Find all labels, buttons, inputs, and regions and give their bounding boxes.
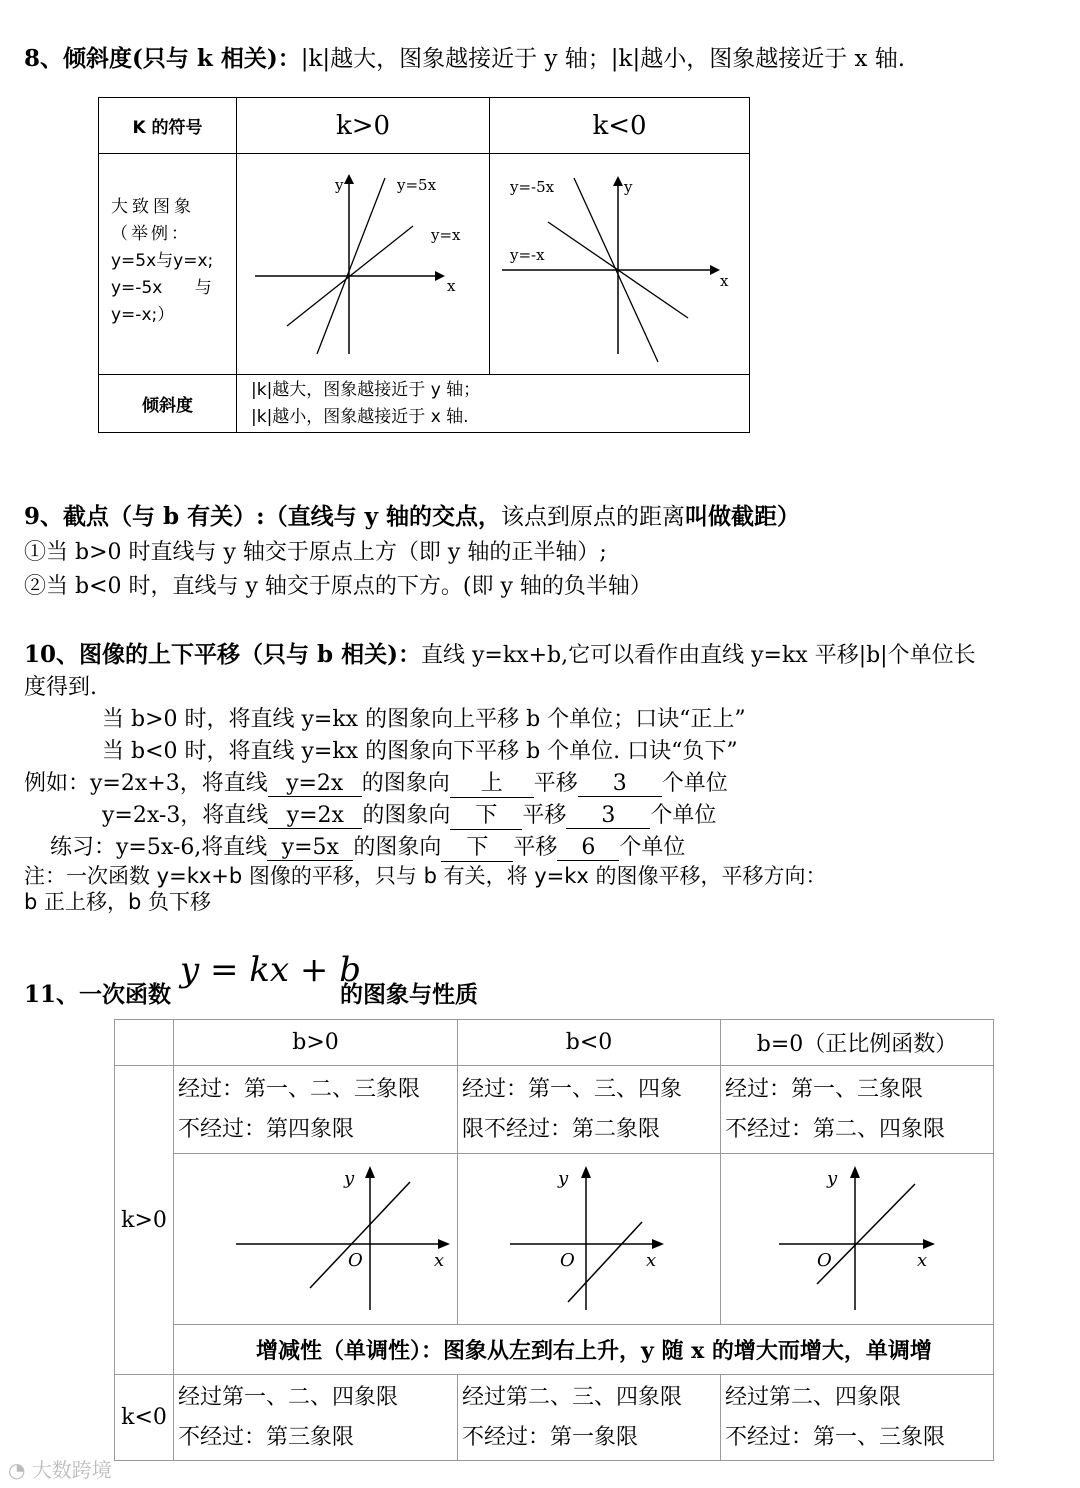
kpos-bneg-pass: 经过：第一、三、四象 (462, 1076, 683, 1102)
graph-bpos-y-label: y (344, 1168, 355, 1189)
rough-graph-label (111, 194, 236, 329)
example-1 (24, 766, 728, 798)
example-2-mid: 的图象向 (362, 803, 451, 828)
graph-bzero-y-label: y (827, 1168, 838, 1189)
graph-bneg-cell (458, 1154, 721, 1325)
section10-statement-cont: 度得到. (24, 675, 97, 700)
example-2-blank-dir: 下 (450, 798, 522, 830)
practice-mid: 的图象向 (353, 835, 442, 860)
col-bpos (174, 1020, 458, 1066)
practice-blank-line: y=5x (267, 835, 353, 861)
kneg-y-axis-label: y (624, 178, 633, 196)
example-2-shift: 平移 (522, 803, 567, 828)
slope-label: 倾斜度 (142, 396, 193, 416)
kpos-x-axis-label: x (447, 277, 456, 295)
section9-line-1: ①当 b>0 时直线与 y 轴交于原点上方（即 y 轴的正半轴）; (24, 540, 607, 565)
section9-heading-mid: 该点到原点的距离 (500, 504, 685, 530)
example-1-blank-dir: 上 (450, 766, 534, 798)
section8-title (24, 40, 905, 73)
row-kpos-label: k>0 (121, 1207, 167, 1233)
kpos-label: k>0 (335, 110, 391, 141)
kneg-line2-label: y=-x (510, 246, 545, 264)
graph-bzero-origin: O (817, 1250, 832, 1271)
slope-desc (251, 377, 749, 431)
graph-bpos-origin: O (348, 1250, 363, 1271)
monotonic-statement: 增减性（单调性）：图象从左到右上升，y 随 x 的增大而增大，单调增 (256, 1338, 932, 1364)
kpos-graph (237, 154, 489, 370)
graph-bpos (174, 1154, 457, 1320)
rough-graph-line-5: y=-x;） (111, 305, 175, 325)
kneg-bpos-pass: 经过第一、二、四象限 (178, 1384, 399, 1410)
practice-shift: 平移 (513, 835, 558, 860)
graph-bneg-x-label: x (646, 1250, 657, 1271)
kpos-bzero-quadrants (721, 1066, 994, 1154)
graph-bpos-cell (174, 1154, 458, 1325)
monotonic-cell (174, 1325, 994, 1375)
kpos-bpos-pass: 经过：第一、二、三象限 (178, 1076, 421, 1102)
section11-heading-end: 的图象与性质 (340, 981, 478, 1008)
note-line-2: b 正上移，b 负下移 (24, 890, 212, 914)
kpos-bneg-notpass: 限不经过：第二象限 (462, 1116, 661, 1142)
kpos-header (237, 98, 490, 154)
kpos-graph-cell (237, 154, 490, 375)
section8-heading: 8、倾斜度(只与 k 相关)： (24, 45, 301, 72)
section10-rule-up: 当 b>0 时，将直线 y=kx 的图象向上平移 b 个单位；口诀“正上” (102, 707, 746, 732)
graph-bneg (458, 1154, 720, 1320)
kneg-graph (490, 154, 748, 370)
row-kpos (115, 1066, 174, 1375)
section11-heading: 11、一次函数 (24, 981, 172, 1008)
kneg-bzero-notpass: 不经过：第一、三象限 (725, 1424, 946, 1450)
kneg-bpos-quadrants (174, 1375, 458, 1461)
slope-label-cell (99, 375, 237, 433)
kneg-bzero-quadrants (721, 1375, 994, 1461)
watermark-text: 大数跨境 (31, 1458, 112, 1482)
col-bzero-label: b=0（正比例函数） (756, 1032, 958, 1057)
col-bpos-label: b>0 (292, 1030, 339, 1055)
example-2-blank-line: y=2x (268, 803, 362, 829)
graph-bpos-x-label: x (434, 1250, 445, 1271)
section9-heading: 9、截点（与 b 有关）:（直线与 y 轴的交点， (24, 503, 501, 530)
monotonic-text (256, 1339, 932, 1364)
section10-title (24, 636, 976, 669)
kneg-label: k<0 (592, 110, 647, 141)
sign-label-cell (99, 98, 237, 154)
slope-desc-cell (237, 375, 750, 433)
kpos-bneg-quadrants (458, 1066, 721, 1154)
kpos-bzero-pass: 经过：第一、三象限 (725, 1076, 924, 1102)
example-2 (102, 798, 716, 830)
section10-heading: 10、图像的上下平移（只与 b 相关)： (24, 641, 421, 668)
section11-formula: y = kx + b (180, 950, 361, 990)
graph-bneg-origin: O (560, 1250, 575, 1271)
example-1-prefix: 例如：y=2x+3，将直线 (24, 771, 268, 796)
properties-table (114, 1019, 994, 1461)
rough-graph-line-2: （举例： (111, 224, 191, 244)
section9-heading-end: 叫做截距） (684, 503, 800, 530)
kpos-bpos-quadrants (174, 1066, 458, 1154)
example-2-prefix: y=2x-3，将直线 (102, 803, 269, 828)
kneg-bneg-quadrants (458, 1375, 721, 1461)
kneg-header (490, 98, 750, 154)
kneg-graph-cell (490, 154, 750, 375)
section8-statement: |k|越大，图象越接近于 y 轴；|k|越小，图象越接近于 x 轴. (300, 46, 906, 72)
slope-desc-line-1: |k|越大，图象越接近于 y 轴； (251, 379, 481, 400)
example-2-suffix: 个单位 (650, 803, 717, 828)
section9-line-2: ②当 b<0 时，直线与 y 轴交于原点的下方。(即 y 轴的负半轴） (24, 574, 652, 599)
kpos-line2-label: y=x (431, 226, 461, 244)
example-1-suffix: 个单位 (661, 771, 728, 796)
kpos-y-axis-label: y (335, 176, 344, 194)
kneg-bneg-notpass: 不经过：第一象限 (462, 1424, 639, 1450)
graph-bneg-y-label: y (558, 1168, 569, 1189)
kpos-bzero-notpass: 不经过：第二、四象限 (725, 1116, 946, 1142)
practice (50, 830, 685, 862)
example-1-shift: 平移 (533, 771, 578, 796)
rough-graph-line-4: y=-5x 与 (111, 278, 212, 298)
section9-title (24, 498, 800, 531)
example-1-blank-units: 3 (578, 771, 662, 797)
example-2-blank-units: 3 (566, 803, 650, 829)
kneg-bpos-notpass: 不经过：第三象限 (178, 1424, 355, 1450)
slope-desc-line-2: |k|越小，图象越接近于 x 轴. (251, 406, 469, 427)
graph-bzero (721, 1154, 993, 1320)
sign-label: K 的符号 (132, 118, 203, 138)
kneg-line1-label: y=-5x (510, 178, 555, 196)
practice-blank-dir: 下 (441, 830, 513, 862)
rough-graph-label-cell (99, 154, 237, 375)
col-bneg (458, 1020, 721, 1066)
section10-statement: 直线 y=kx+b,它可以看作由直线 y=kx 平移|b|个单位长 (421, 643, 976, 668)
kpos-line1-label: y=5x (397, 176, 437, 194)
rough-graph-line-1: 大致图象 (111, 197, 195, 217)
col-bneg-label: b<0 (565, 1030, 613, 1055)
kneg-bneg-pass: 经过第二、三、四象限 (462, 1384, 683, 1410)
practice-suffix: 个单位 (619, 835, 686, 860)
watermark-logo-icon: ◔ (8, 1458, 26, 1482)
section10-rule-down: 当 b<0 时，将直线 y=kx 的图象向下平移 b 个单位. 口诀“负下” (102, 739, 738, 764)
kneg-bzero-pass: 经过第二、四象限 (725, 1384, 902, 1410)
watermark (8, 1454, 112, 1483)
graph-bzero-x-label: x (917, 1250, 928, 1271)
row-kneg-label: k<0 (121, 1405, 167, 1430)
practice-blank-units: 6 (557, 835, 619, 861)
rough-graph-line-3: y=5x与y=x; (111, 251, 214, 271)
corner-cell (115, 1020, 174, 1066)
kneg-x-axis-label: x (720, 272, 729, 290)
example-1-blank-line: y=2x (268, 771, 362, 797)
slope-table (98, 97, 750, 433)
graph-bzero-cell (721, 1154, 994, 1325)
note-line-1: 注：一次函数 y=kx+b 图像的平移，只与 b 有关，将 y=kx 的图像平移，平移方向： (24, 864, 827, 888)
practice-prefix: 练习：y=5x-6,将直线 (50, 835, 268, 860)
row-kneg (115, 1375, 174, 1461)
example-1-mid: 的图象向 (361, 771, 450, 796)
col-bzero (721, 1020, 994, 1066)
kpos-bpos-notpass: 不经过：第四象限 (178, 1116, 355, 1142)
